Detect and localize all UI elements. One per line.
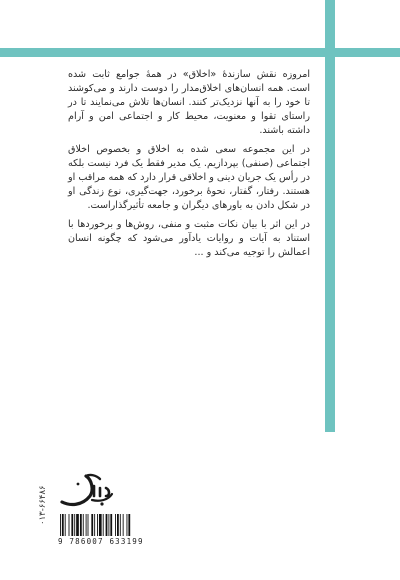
publisher-phone-text: ۰۱۳-۶۶۴۸۶ — [38, 485, 48, 525]
barcode-bar — [108, 514, 109, 536]
barcode-bar — [83, 514, 84, 536]
barcode-bar — [62, 514, 64, 536]
barcode-bar — [74, 514, 75, 536]
barcode-bar — [106, 514, 108, 536]
barcode-bar — [128, 514, 130, 536]
barcode-bar — [86, 514, 87, 536]
paragraph-1: امروزه نقش سازندهٔ «اخلاق» در همهٔ جوامع ثابت شده است. همه انسان‌های اخلاق‌مدار را دوست دارند و می‌کوشند تا خود را به آنها نزدیک‌تر کنند. انسان‌ها تلاش می‌نمایند تا در راستای تقوا و معنویت، محیط کار و اجتماعی امن و آرام داشته باشند. — [68, 69, 310, 136]
barcode-bar — [103, 514, 104, 536]
barcode-bar — [123, 514, 124, 536]
barcode-bar — [88, 514, 89, 536]
cross-vertical-bar — [325, 0, 335, 432]
barcode-bar — [120, 514, 121, 536]
barcode-bar — [117, 514, 119, 536]
barcode-bar — [69, 514, 70, 536]
barcode-bar — [76, 514, 79, 536]
barcode-bar — [80, 514, 82, 536]
publisher-logo — [56, 466, 116, 514]
barcode-bar — [94, 514, 95, 536]
back-cover-text — [68, 68, 310, 265]
paragraph-3: در این اثر با بیان نکات مثبت و منفی، روش‌ها و برخوردها با استناد به آیات و روایات یادآور می‌شود که چگونه انسان اعمالش را توجیه می‌کند و ... — [68, 219, 310, 258]
barcode-bar — [71, 514, 73, 536]
barcode-bar — [65, 514, 66, 536]
cross-horizontal-bar — [0, 48, 400, 57]
isbn-number: 9 786007 633199 — [58, 537, 144, 546]
publisher-phone — [36, 455, 50, 525]
barcode-bar — [115, 514, 116, 536]
barcode-bar — [127, 514, 128, 536]
barcode-bar — [99, 514, 102, 536]
barcode-bar — [60, 514, 61, 536]
barcode-bar — [91, 514, 93, 536]
barcode-bar — [97, 514, 98, 536]
barcode-bar — [110, 514, 112, 536]
paragraph-2: در این مجموعه سعی شده به اخلاق و بخصوص اخلاق اجتماعی (صنفی) بپردازیم. یک مدیر فقط یک فرد نیست بلکه در رأس یک جریان دینی و اخلاقی قرار دارد که همه مراقب او هستند. رفتار، گفتار، نحوهٔ برخورد، جهت‌گیری، نوع زندگی او در شکل دادن به باورهای دیگران و جامعه تأثیرگذاراست. — [68, 144, 310, 211]
